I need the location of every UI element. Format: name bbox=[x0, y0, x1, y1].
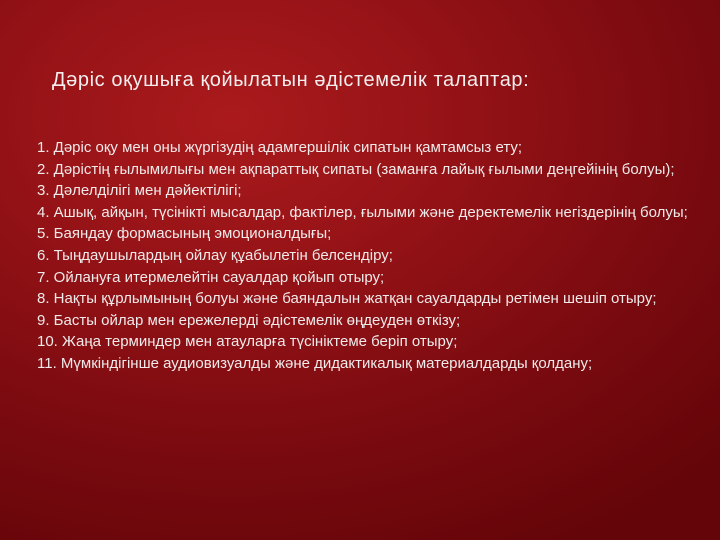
list-item: 8. Нақты құрлымының болуы және баяндалын жатқан сауалдарды ретімен шешіп отыру; bbox=[37, 290, 657, 308]
list-item: 7. Ойлануға итермелейтін сауалдар қойып отыру; bbox=[37, 268, 385, 286]
list-item: 9. Басты ойлар мен ережелерді әдістемелік өңдеуден өткізу; bbox=[37, 311, 461, 329]
requirements-list bbox=[37, 137, 697, 375]
list-item: 6. Тыңдаушылардың ойлау құабылетін белсендіру; bbox=[37, 246, 393, 264]
list-item: 2. Дәрістің ғылымилығы мен ақпараттық сипаты (заманға лайық ғылыми деңгейінің болуы); bbox=[37, 160, 675, 178]
list-item: 3. Дәлелділігі мен дәйектілігі; bbox=[37, 182, 242, 200]
list-item: 4. Ашық, айқын, түсінікті мысалдар, фактілер, ғылыми және деректемелік негіздерінің болуы; bbox=[37, 203, 688, 221]
list-item: 10. Жаңа терминдер мен атауларға түсініктеме беріп отыру; bbox=[37, 333, 458, 351]
list-item: 11. Мүмкіндігінше аудиовизуалды және дидактикалық материалдарды қолдану; bbox=[37, 354, 593, 372]
slide-title: Дәріс оқушыға қойылатын әдістемелік талаптар: bbox=[52, 69, 530, 91]
list-item: 1. Дәріс оқу мен оны жүргізудің адамгершілік сипатын қамтамсыз ету; bbox=[37, 139, 523, 156]
list-item: 5. Баяндау формасының эмоционалдығы; bbox=[37, 225, 332, 243]
